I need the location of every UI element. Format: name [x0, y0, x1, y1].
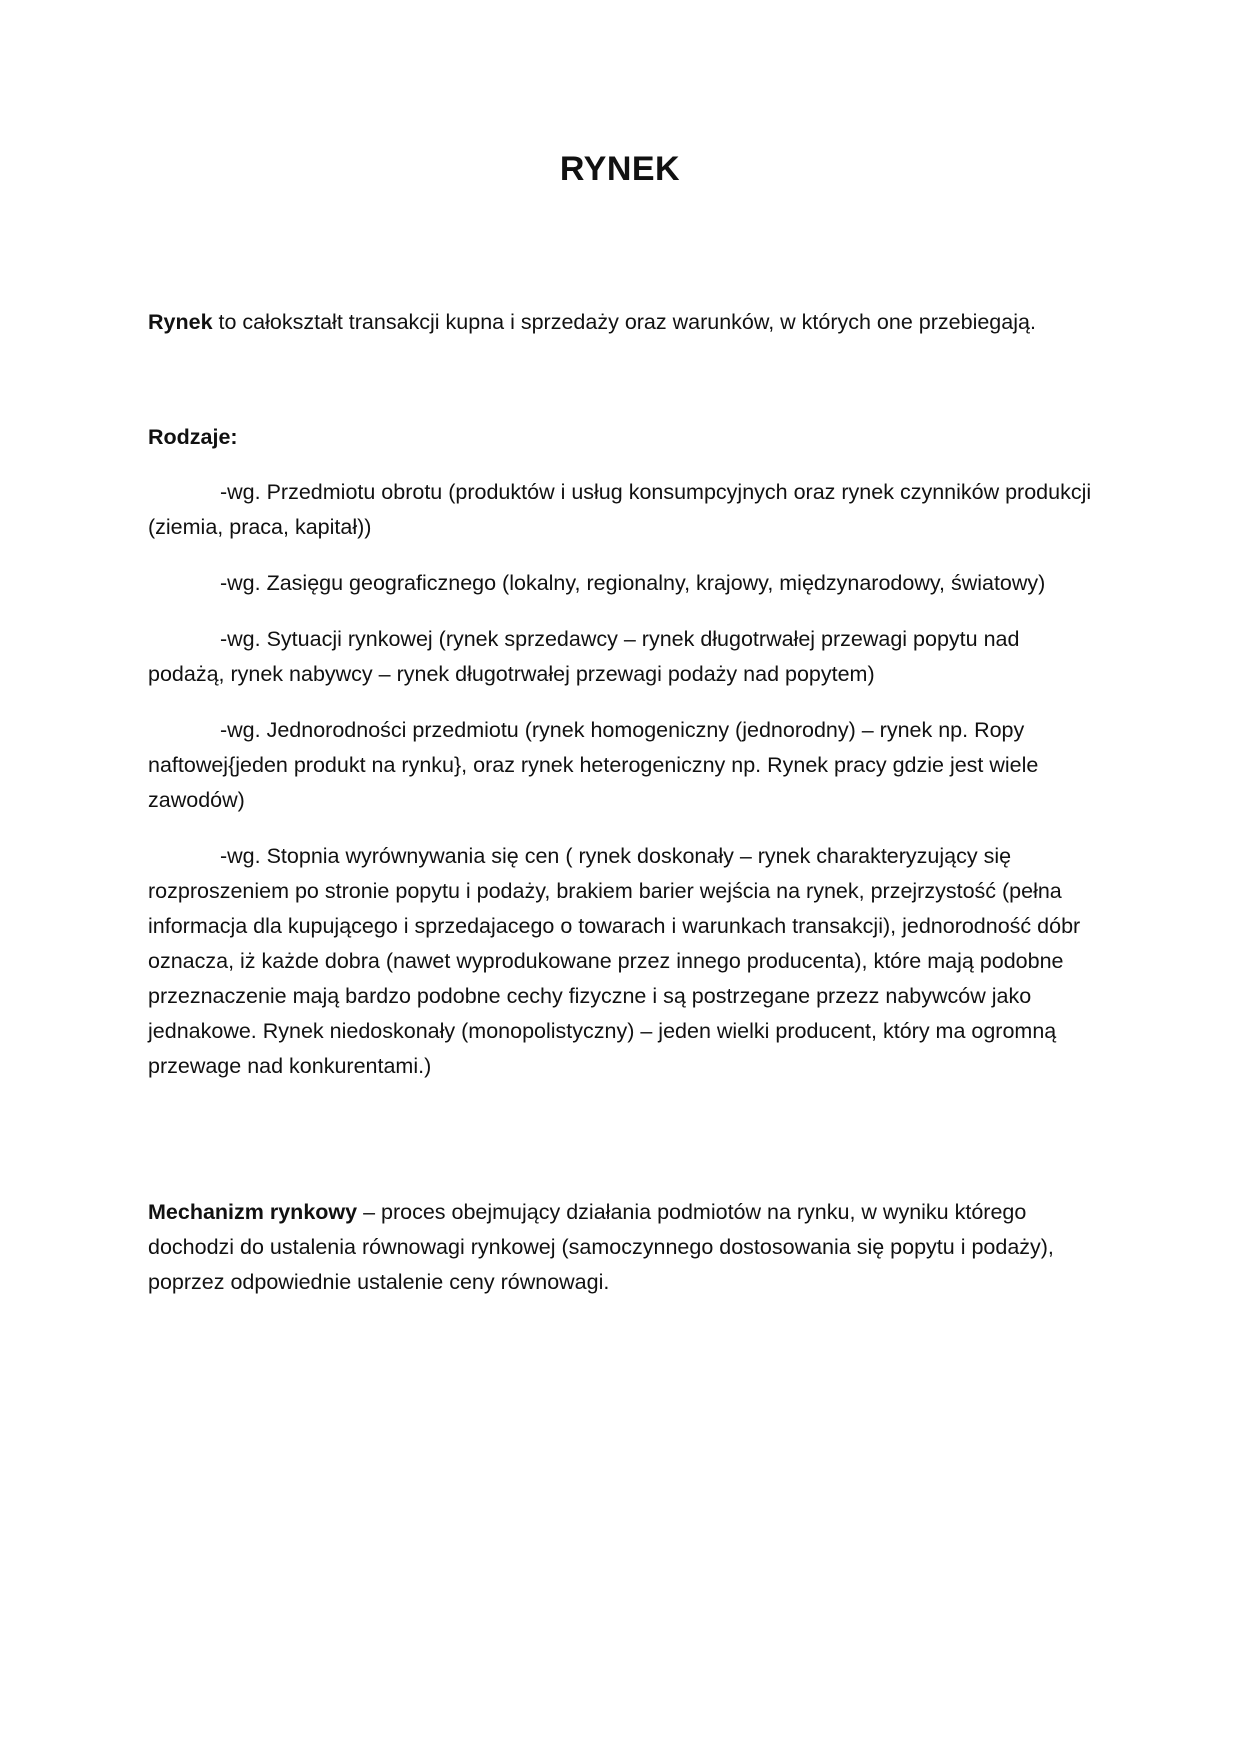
types-list — [148, 475, 1098, 1105]
market-definition — [148, 305, 1098, 340]
market-term: Rynek — [148, 310, 213, 334]
market-mechanism — [148, 1195, 1098, 1300]
types-heading — [148, 420, 238, 455]
document-title: RYNEK — [559, 150, 681, 188]
type-item-homogeneity: -wg. Jednorodności przedmiotu (rynek homogeniczny (jednorodny) – rynek np. Ropy naftowej{jeden produkt na rynku}, oraz rynek heterogeniczny np. Rynek pracy gdzie jest wiele zawodów) — [148, 718, 1039, 812]
types-heading-text: Rodzaje: — [148, 425, 238, 449]
mechanism-term: Mechanizm rynkowy — [148, 1200, 358, 1224]
market-definition-text: to całokształt transakcji kupna i sprzedaży oraz warunków, w których one przebiegają. — [212, 310, 1036, 334]
document-content — [148, 305, 1098, 1294]
mechanism-text: – proces obejmujący działania podmiotów na rynku, w wyniku którego dochodzi do ustalenia równowagi rynkowej (samoczynnego dostosowania się popytu i podaży), poprzez odpowiednie ustalenie ceny równowagi. — [148, 1200, 1054, 1294]
type-item-subject: -wg. Przedmiotu obrotu (produktów i usług konsumpcyjnych oraz rynek czynników produkcji (ziemia, praca, kapitał)) — [148, 480, 1092, 539]
type-item-price-equalization: -wg. Stopnia wyrównywania się cen ( rynek doskonały – rynek charakteryzujący się rozproszeniem po stronie popytu i podaży, brakiem barier wejścia na rynek, przejrzystość (pełna informacja dla kupującego i sprzedajacego o towarach i warunkach transakcji), jednorodność dóbr oznacza, iż każde dobra (nawet wyprodukowane przez innego producenta), które mają podobne przeznaczenie mają bardzo podobne cechy fizyczne i są postrzegane przezz nabywców jako jednakowe. Rynek niedoskonały (monopolistyczny) – jeden wielki producent, który ma ogromną przewage nad konkurentami.) — [148, 844, 1081, 1078]
type-item-market-situation: -wg. Sytuacji rynkowej (rynek sprzedawcy – rynek długotrwałej przewagi popytu nad podażą, rynek nabywcy – rynek długotrwałej przewagi podaży nad popytem) — [148, 627, 1020, 686]
type-item-geographic: -wg. Zasięgu geograficznego (lokalny, regionalny, krajowy, międzynarodowy, światowy) — [220, 571, 1046, 595]
